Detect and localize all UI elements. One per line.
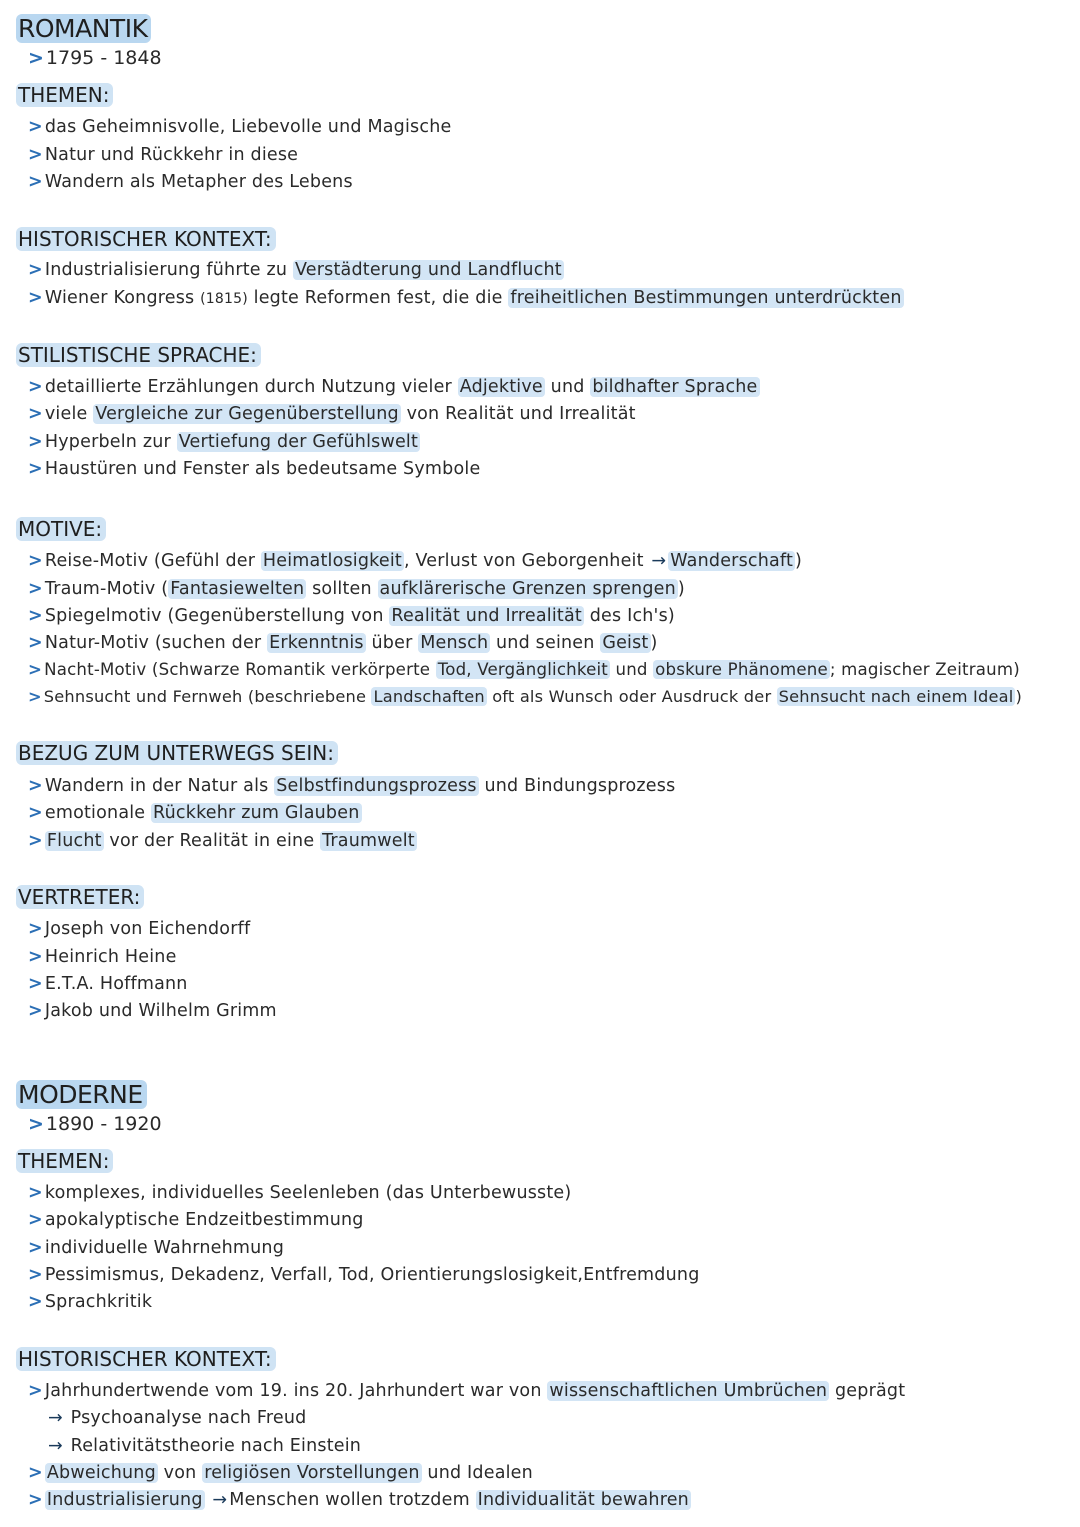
moderne-thema-3: > individuelle Wahrnehmung [28, 1238, 285, 1258]
romantik-motiv-6: > Sehnsucht und Fernweh (beschriebene Landschaften oft als Wunsch oder Ausdruck der Sehnsucht nach einem Ideal ) [28, 687, 1022, 706]
moderne-historisch-1: > Jahrhundertwende vom 19. ins 20. Jahrhundert war von wissenschaftlichen Umbrüchen geprägt [28, 1381, 906, 1401]
moderne-thema-4: > Pessimismus, Dekadenz, Verfall, Tod, Orientierungslosigkeit,Entfremdung [28, 1265, 700, 1285]
romantik-motiv-2: > Traum-Motiv ( Fantasiewelten sollten aufklärerische Grenzen sprengen ) [28, 579, 685, 599]
romantik-title: ROMANTIK [16, 14, 151, 43]
romantik-thema-3: > Wandern als Metapher des Lebens [28, 172, 353, 192]
romantik-vertreter-3: > E.T.A. Hoffmann [28, 974, 188, 994]
romantik-historisch-heading: HISTORISCHER KONTEXT: [16, 227, 276, 251]
moderne-historisch-3: > Industrialisierung → Menschen wollen trotzdem Individualität bewahren [28, 1490, 689, 1510]
romantik-vertreter-2: > Heinrich Heine [28, 947, 177, 967]
romantik-stil-1: > detaillierte Erzählungen durch Nutzung vieler Adjektive und bildhafter Sprache [28, 377, 758, 397]
romantik-motiv-1: > Reise-Motiv (Gefühl der Heimatlosigkeit , Verlust von Geborgenheit → Wanderschaft ) [28, 551, 803, 571]
romantik-motiv-5: > Nacht-Motiv (Schwarze Romantik verkörperte Tod, Vergänglichkeit und obskure Phänomene ; magischer Zeitraum) [28, 660, 1020, 679]
romantik-bezug-heading: BEZUG ZUM UNTERWEGS SEIN: [16, 741, 338, 765]
romantik-stil-heading: STILISTISCHE SPRACHE: [16, 343, 261, 367]
moderne-thema-5: > Sprachkritik [28, 1292, 153, 1312]
romantik-vertreter-4: > Jakob und Wilhelm Grimm [28, 1001, 277, 1021]
romantik-vertreter-heading: VERTRETER: [16, 885, 144, 909]
moderne-historisch-heading: HISTORISCHER KONTEXT: [16, 1347, 276, 1371]
moderne-period: > 1890 - 1920 [28, 1113, 162, 1135]
romantik-historisch-2: > Wiener Kongress (1815) legte Reformen fest, die die freiheitlichen Bestimmungen unterdrückten [28, 288, 902, 308]
romantik-stil-4: > Haustüren und Fenster als bedeutsame Symbole [28, 459, 481, 479]
romantik-motive-heading: MOTIVE: [16, 517, 106, 541]
moderne-themen-heading: THEMEN: [16, 1149, 113, 1173]
romantik-period: > 1795 - 1848 [28, 47, 162, 69]
romantik-bezug-2: > emotionale Rückkehr zum Glauben [28, 803, 360, 823]
romantik-thema-1: > das Geheimnisvolle, Liebevolle und Magische [28, 117, 452, 137]
moderne-historisch-1b: → Relativitätstheorie nach Einstein [48, 1436, 362, 1456]
romantik-bezug-1: > Wandern in der Natur als Selbstfindungsprozess und Bindungsprozess [28, 776, 676, 796]
romantik-themen-heading: THEMEN: [16, 83, 113, 107]
moderne-title: MODERNE [16, 1080, 147, 1109]
moderne-thema-1: > komplexes, individuelles Seelenleben (das Unterbewusste) [28, 1183, 572, 1203]
moderne-historisch-1a: → Psychoanalyse nach Freud [48, 1408, 307, 1428]
romantik-stil-3: > Hyperbeln zur Vertiefung der Gefühlswelt [28, 432, 419, 452]
romantik-thema-2: > Natur und Rückkehr in diese [28, 145, 299, 165]
romantik-vertreter-1: > Joseph von Eichendorff [28, 919, 251, 939]
romantik-historisch-1: > Industrialisierung führte zu Verstädterung und Landflucht [28, 260, 562, 280]
moderne-historisch-2: > Abweichung von religiösen Vorstellungen und Idealen [28, 1463, 533, 1483]
romantik-stil-2: > viele Vergleiche zur Gegenüberstellung von Realität und Irrealität [28, 404, 636, 424]
moderne-thema-2: > apokalyptische Endzeitbestimmung [28, 1210, 364, 1230]
romantik-motiv-4: > Natur-Motiv (suchen der Erkenntnis über Mensch und seinen Geist ) [28, 633, 658, 653]
romantik-motiv-3: > Spiegelmotiv (Gegenüberstellung von Realität und Irrealität des Ich's) [28, 606, 675, 626]
romantik-bezug-3: > Flucht vor der Realität in eine Traumwelt [28, 831, 415, 851]
